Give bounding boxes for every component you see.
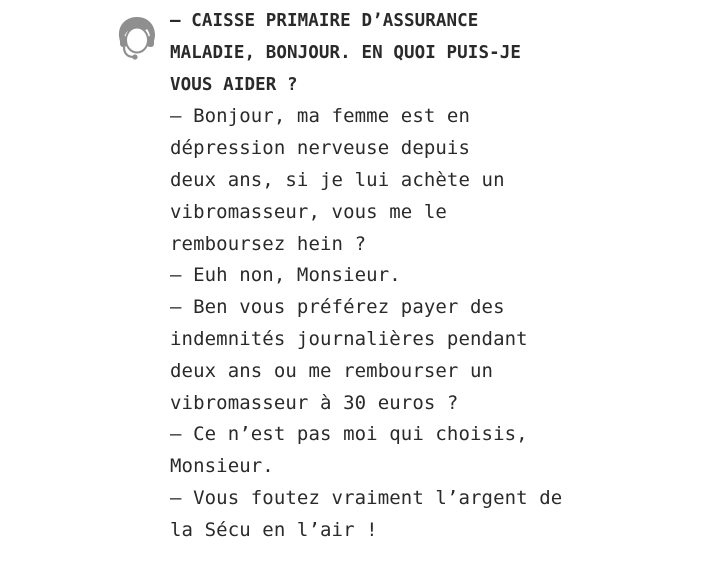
dialogue-line: vibromasseur, vous me le [170, 200, 447, 223]
dialogue-line: – Euh non, Monsieur. [170, 264, 401, 287]
dialogue-text [170, 6, 690, 547]
dialogue-line: VOUS AIDER ? [170, 74, 298, 95]
dialogue-line: dépression nerveuse depuis [170, 137, 471, 160]
dialogue-line: Monsieur. [170, 455, 274, 478]
dialogue-line: – Ce n’est pas moi qui choisis, [170, 423, 528, 446]
dialogue-line: – CAISSE PRIMAIRE D’ASSURANCE [170, 11, 479, 31]
dialogue-line: vibromasseur à 30 euros ? [170, 391, 459, 414]
dialogue-line: la Sécu en l’air ! [170, 518, 378, 541]
dialogue-line: – Vous foutez vraiment l’argent de [170, 486, 563, 509]
dialogue-line: – Ben vous préférez payer des [170, 296, 505, 319]
dialogue-line: remboursez hein ? [170, 232, 367, 255]
dialogue-line: indemnités journalières pendant [170, 327, 528, 350]
dialogue-line: MALADIE, BONJOUR. EN QUOI PUIS-JE [170, 42, 521, 63]
operator-headset-icon [114, 14, 160, 62]
dialogue-line: – Bonjour, ma femme est en [170, 105, 471, 128]
dialogue-line: deux ans, si je lui achète un [170, 168, 505, 191]
dialogue-line: deux ans ou me rembourser un [170, 359, 494, 382]
